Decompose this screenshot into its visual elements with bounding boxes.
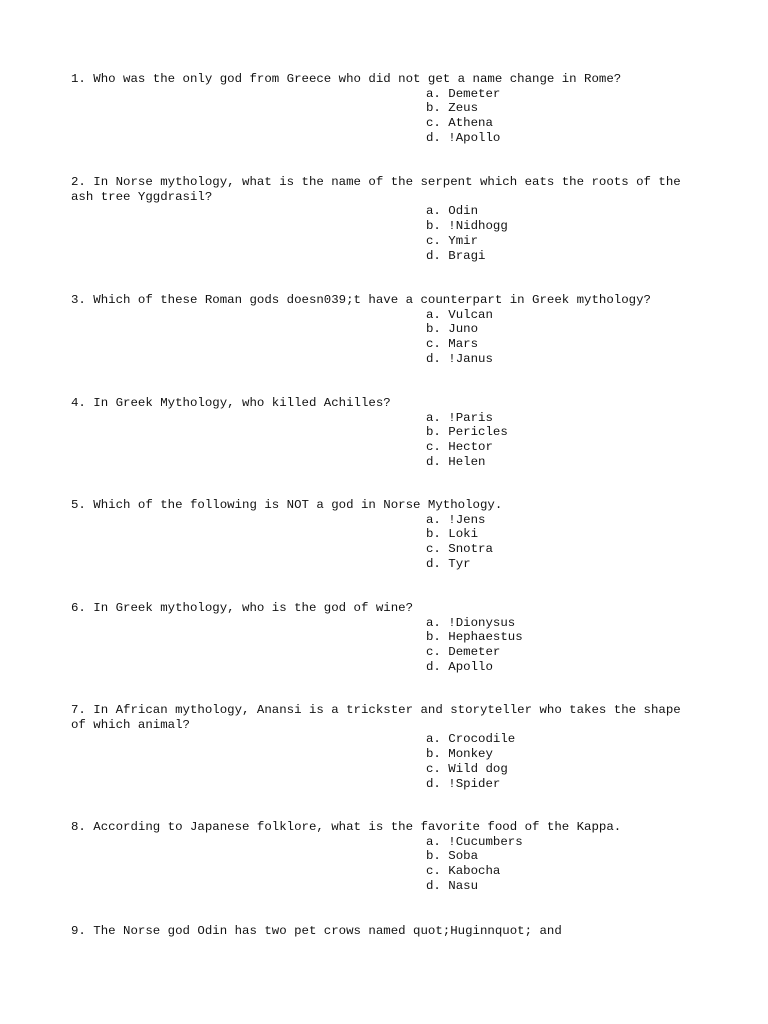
answer-option: b. Loki [426,527,479,542]
answer-option: d. Nasu [426,878,479,893]
answer-options [71,87,696,146]
answer-option: a. !Dionysus [426,615,516,630]
question-text: 3. Which of these Roman gods doesn039;t have a counterpart in Greek mythology? [71,293,651,307]
answer-option: a. !Paris [426,410,493,425]
answer-option: b. Pericles [426,425,508,440]
answer-options [71,411,696,470]
answer-option: b. !Nidhogg [426,219,508,234]
question-1 [71,72,696,146]
answer-option: b. Hephaestus [426,630,523,645]
question-8 [71,820,696,894]
answer-options [71,513,696,572]
question-6 [71,601,696,675]
answer-option: d. Apollo [426,659,493,674]
answer-option: a. Odin [426,204,479,219]
answer-options [71,308,696,367]
answer-option: b. Soba [426,849,479,864]
answer-option: a. Vulcan [426,307,493,322]
answer-option: a. !Cucumbers [426,834,523,849]
answer-options [71,204,696,263]
question-text: 1. Who was the only god from Greece who did not get a name change in Rome? [71,72,622,86]
answer-options [71,732,696,791]
question-9 [71,924,696,939]
answer-option: a. !Jens [426,512,486,527]
answer-option: a. Crocodile [426,732,516,747]
question-text: 5. Which of the following is NOT a god in Norse Mythology. [71,498,503,512]
answer-options [71,616,696,675]
answer-option: c. Athena [426,116,493,131]
answer-option: d. Bragi [426,248,486,263]
answer-option: b. Juno [426,322,479,337]
answer-option: c. Snotra [426,542,493,557]
answer-option: d. Tyr [426,556,471,571]
answer-option: c. Ymir [426,233,479,248]
question-7 [71,703,696,791]
answer-option: c. Kabocha [426,864,501,879]
question-text: 9. The Norse god Odin has two pet crows named quot;Huginnquot; and [71,924,562,938]
question-text: 6. In Greek mythology, who is the god of wine? [71,601,414,615]
question-5 [71,498,696,572]
question-text: 7. In African mythology, Anansi is a trickster and storyteller who takes the shape of which animal? [71,703,689,732]
answer-option: b. Zeus [426,101,479,116]
answer-options [71,835,696,894]
question-text: 4. In Greek Mythology, who killed Achilles? [71,396,391,410]
question-3 [71,293,696,367]
answer-option: c. Wild dog [426,761,508,776]
answer-option: d. Helen [426,454,486,469]
question-2 [71,175,696,263]
question-text: 2. In Norse mythology, what is the name of the serpent which eats the roots of the ash tree Yggdrasil? [71,175,689,204]
question-4 [71,396,696,470]
answer-option: c. Hector [426,440,493,455]
answer-option: b. Monkey [426,747,493,762]
answer-option: c. Mars [426,337,479,352]
answer-option: a. Demeter [426,86,501,101]
answer-option: d. !Janus [426,351,493,366]
answer-option: d. !Apollo [426,130,501,145]
answer-option: c. Demeter [426,645,501,660]
question-text: 8. According to Japanese folklore, what is the favorite food of the Kappa. [71,820,622,834]
answer-option: d. !Spider [426,776,501,791]
